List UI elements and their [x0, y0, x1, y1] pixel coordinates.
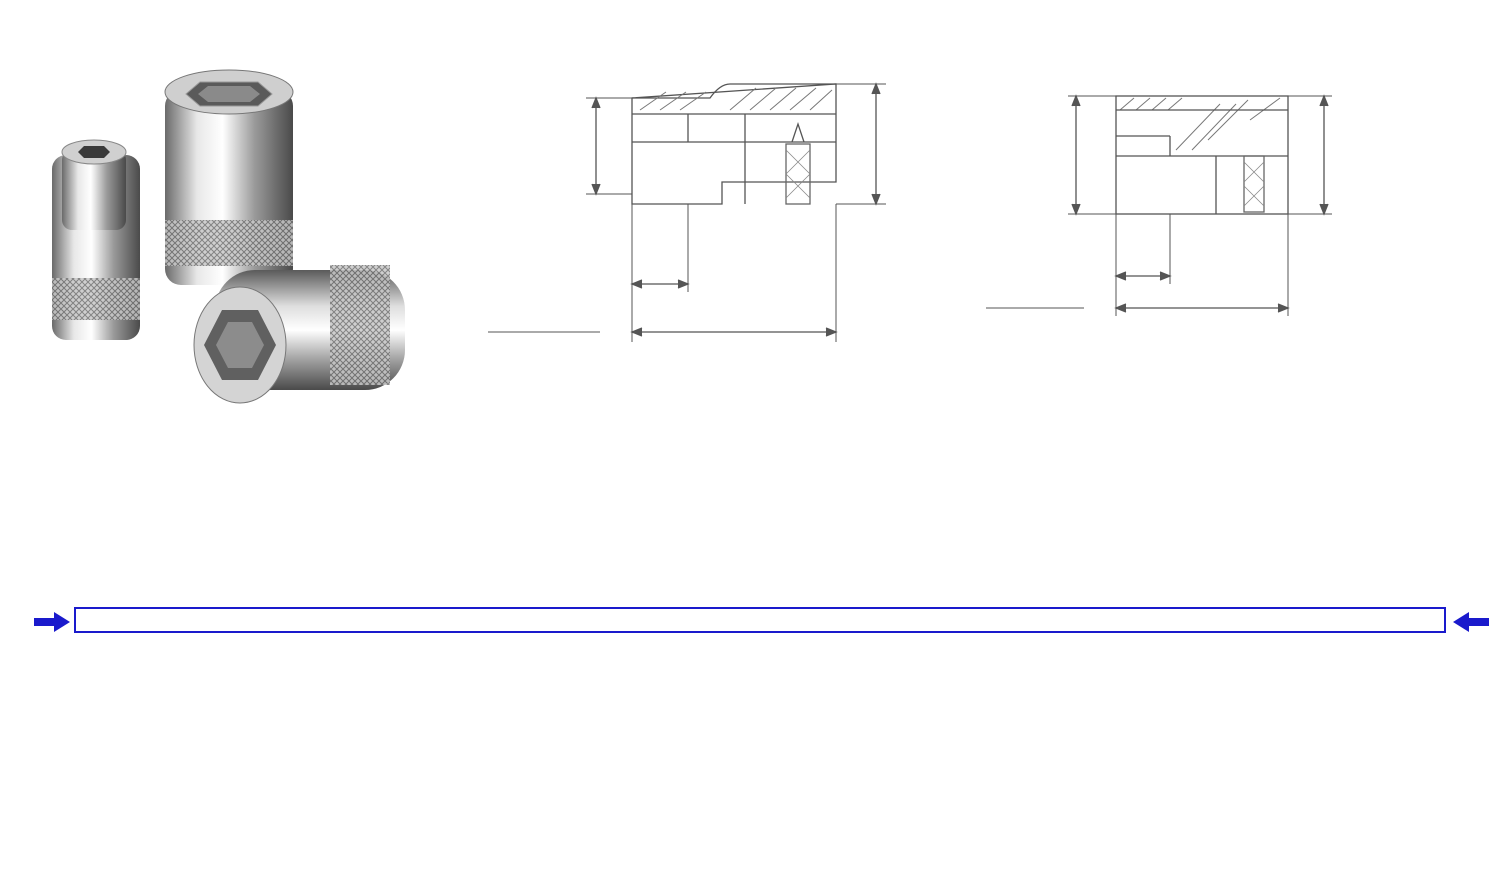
large-socket-image	[165, 70, 293, 285]
row-highlight-frame	[74, 607, 1446, 633]
type-b-drawing	[980, 80, 1340, 330]
small-socket-image	[52, 140, 140, 340]
lying-socket-image	[194, 265, 405, 403]
arrow-left-icon	[1453, 612, 1489, 632]
arrow-right-icon	[34, 612, 70, 632]
type-a-drawing	[480, 70, 900, 350]
product-photo	[40, 60, 420, 420]
